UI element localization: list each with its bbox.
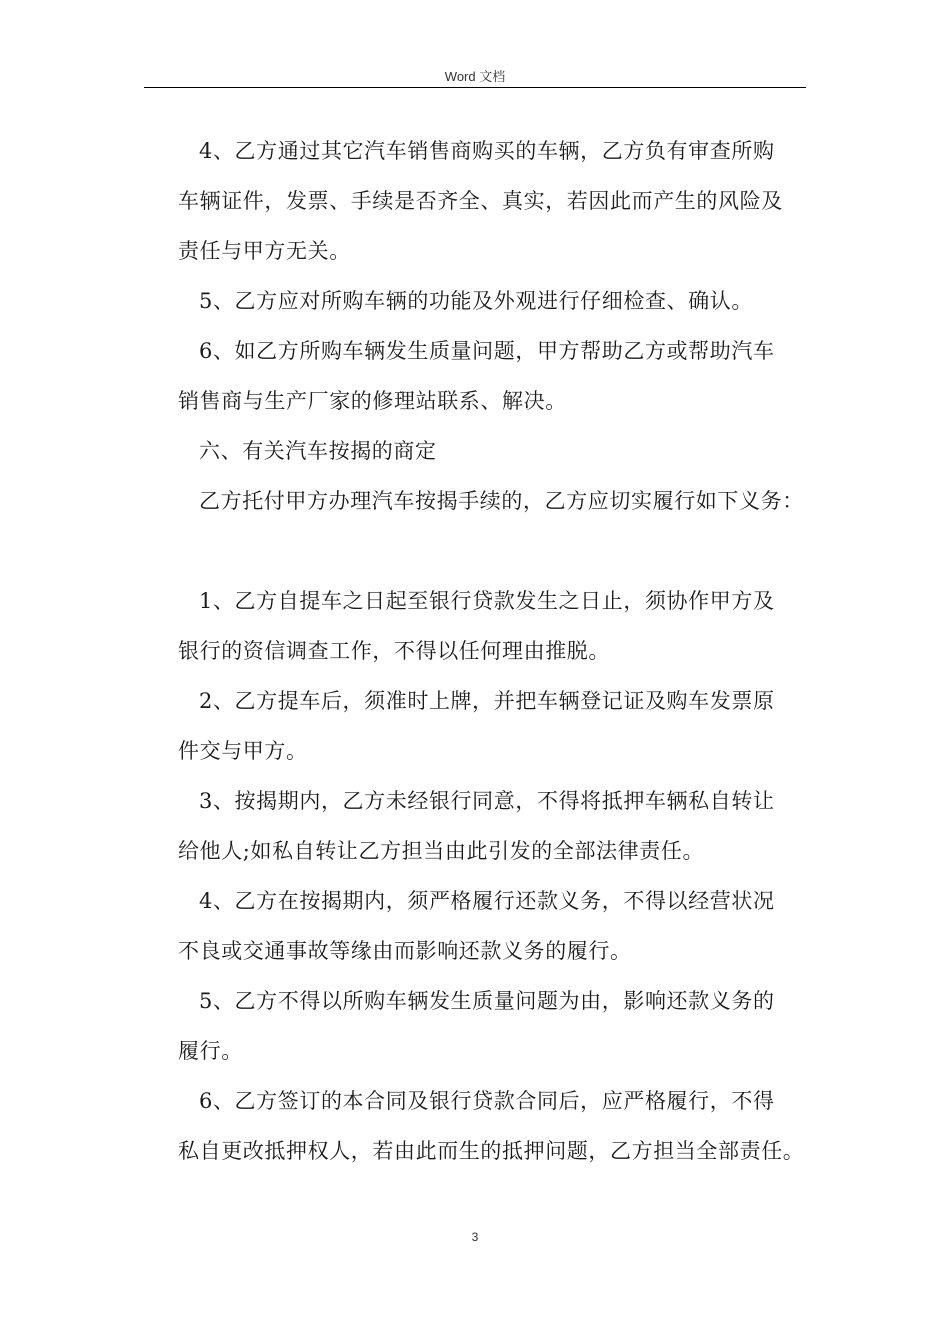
paragraph-line: 5、乙方应对所购车辆的功能及外观进行仔细检查、确认。 [199,289,753,313]
paragraph-line: 件交与甲方。 [178,739,308,763]
paragraph-line: 乙方托付甲方办理汽车按揭手续的，乙方应切实履行如下义务： [199,489,804,513]
paragraph-line: 车辆证件，发票、手续是否齐全、真实，若因此而产生的风险及 [178,189,783,213]
document-body [178,126,828,1176]
paragraph-line: 3、按揭期内，乙方未经银行同意，不得将抵押车辆私自转让 [199,789,775,813]
paragraph-line: 2、乙方提车后，须准时上牌，并把车辆登记证及购车发票原 [199,689,775,713]
paragraph-line: 销售商与生产厂家的修理站联系、解决。 [178,389,567,413]
paragraph-line: 6、乙方签订的本合同及银行贷款合同后，应严格履行，不得 [199,1089,775,1113]
paragraph-line: 银行的资信调查工作，不得以任何理由推脱。 [178,639,610,663]
paragraph-line: 6、如乙方所购车辆发生质量问题，甲方帮助乙方或帮助汽车 [199,339,775,363]
paragraph-line: 不良或交通事故等缘由而影响还款义务的履行。 [178,939,632,963]
paragraph-line: 4、乙方通过其它汽车销售商购买的车辆，乙方负有审查所购 [199,139,775,163]
paragraph-line: 4、乙方在按揭期内，须严格履行还款义务，不得以经营状况 [199,889,775,913]
page-header-title: Word 文档 [444,69,506,84]
paragraph-line: 1、乙方自提车之日起至银行贷款发生之日止，须协作甲方及 [199,589,775,613]
paragraph-line: 责任与甲方无关。 [178,239,351,263]
paragraph-line: 私自更改抵押权人，若由此而生的抵押问题，乙方担当全部责任。 [178,1139,805,1163]
header-divider [144,87,806,88]
paragraph-line: 给他人;如私自转让乙方担当由此引发的全部法律责任。 [178,839,705,863]
section-heading: 六、有关汽车按揭的商定 [199,439,437,463]
paragraph-line: 5、乙方不得以所购车辆发生质量问题为由，影响还款义务的 [199,989,775,1013]
page-number: 3 [471,1230,479,1244]
paragraph-spacer [178,526,828,576]
paragraph-line: 履行。 [178,1039,243,1063]
